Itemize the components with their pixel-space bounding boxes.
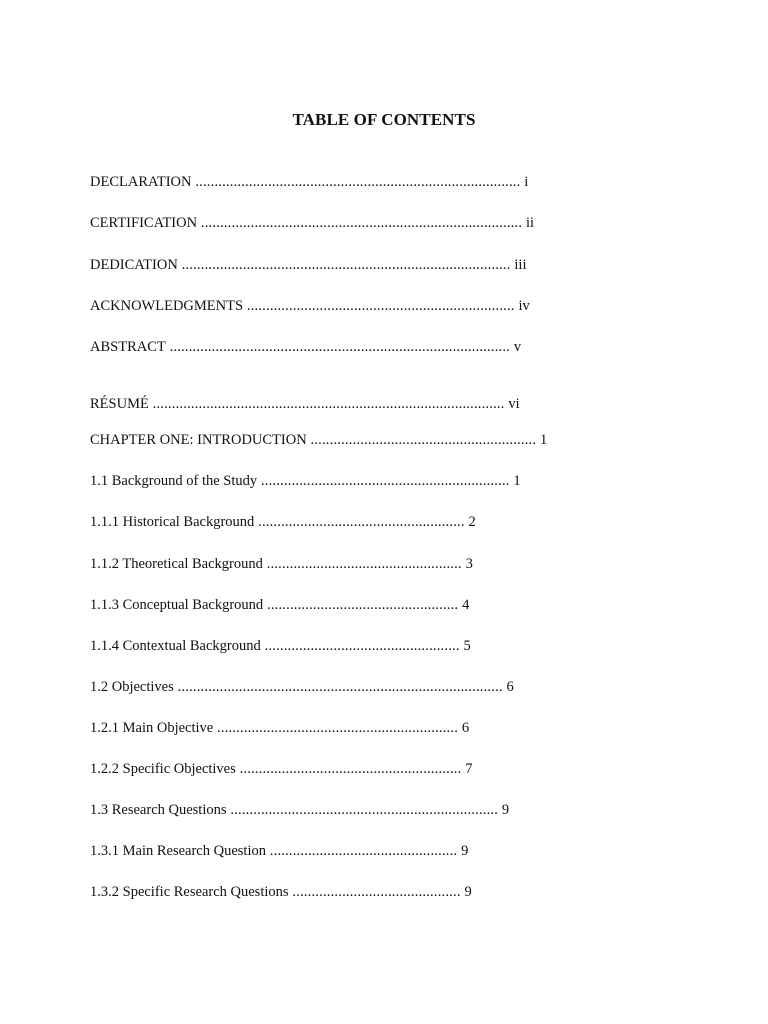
toc-entry-1-1-4[interactable] xyxy=(90,635,471,657)
toc-entry-label: 1.3.1 Main Research Question xyxy=(90,843,266,859)
toc-entry-1-1-1[interactable] xyxy=(90,511,476,533)
toc-entry-1-3-1[interactable] xyxy=(90,840,468,862)
toc-leader-dots: ...................................................................... xyxy=(243,298,519,314)
toc-entry-1-1-3[interactable] xyxy=(90,594,469,616)
toc-entry-1-2-2[interactable] xyxy=(90,758,473,780)
toc-entry-label: 1.2.2 Specific Objectives xyxy=(90,761,236,777)
toc-entry-1-3[interactable] xyxy=(90,799,509,821)
toc-page-number: 5 xyxy=(463,638,471,654)
toc-page-number: 9 xyxy=(501,802,510,818)
toc-leader-dots: ................................................................. xyxy=(257,473,514,489)
toc-entry-label: 1.1.4 Contextual Background xyxy=(90,638,261,654)
toc-entry-1-3-2[interactable] xyxy=(90,881,472,903)
toc-page-number: iv xyxy=(518,298,530,314)
toc-entry-chapter-one[interactable] xyxy=(90,429,547,451)
toc-leader-dots: ................................................... xyxy=(262,556,466,572)
toc-entry-label: DECLARATION xyxy=(90,174,192,190)
toc-leader-dots: .......................................................... xyxy=(235,761,466,777)
toc-page-number: v xyxy=(513,339,522,355)
toc-leader-dots: ............................................................................................ xyxy=(148,396,509,412)
toc-entry-declaration[interactable] xyxy=(90,171,528,193)
toc-entry-label: CERTIFICATION xyxy=(90,215,198,231)
toc-page-number: 6 xyxy=(461,720,470,736)
toc-entry-label: 1.3 Research Questions xyxy=(90,802,227,818)
toc-entry-label: 1.2.1 Main Objective xyxy=(90,720,214,736)
toc-entry-1-1[interactable] xyxy=(90,470,521,492)
toc-page-number: 2 xyxy=(468,514,476,530)
toc-entry-label: 1.1.1 Historical Background xyxy=(90,514,255,530)
toc-entry-label: 1.1.2 Theoretical Background xyxy=(90,556,263,572)
toc-entry-certification[interactable] xyxy=(90,212,534,234)
toc-leader-dots: ......................................................................................... xyxy=(165,339,514,355)
toc-entry-acknowledgments[interactable] xyxy=(90,295,530,317)
toc-entry-1-2[interactable] xyxy=(90,676,514,698)
toc-page-number: 4 xyxy=(462,597,470,613)
toc-leader-dots: ...................................................................................... xyxy=(177,257,515,273)
toc-entry-resume[interactable] xyxy=(90,393,520,415)
toc-leader-dots: ................................................... xyxy=(260,638,464,654)
toc-page-number: 1 xyxy=(513,473,521,489)
toc-page-number: i xyxy=(524,174,529,190)
toc-entry-label: CHAPTER ONE: INTRODUCTION xyxy=(90,432,307,448)
toc-entry-label: ABSTRACT xyxy=(90,339,166,355)
toc-leader-dots: ..................................................................................... xyxy=(191,174,525,190)
toc-entry-label: 1.1 Background of the Study xyxy=(90,473,258,489)
toc-page-number: vi xyxy=(508,396,520,412)
toc-leader-dots: .................................................................................... xyxy=(197,215,527,231)
page-title: TABLE OF CONTENTS xyxy=(292,110,476,129)
toc-entry-label: 1.3.2 Specific Research Questions xyxy=(90,884,289,900)
toc-entry-label: DEDICATION xyxy=(90,257,178,273)
toc-entry-1-1-2[interactable] xyxy=(90,553,473,575)
toc-leader-dots: ...................................................................... xyxy=(226,802,502,818)
toc-page-number: 7 xyxy=(465,761,473,777)
toc-leader-dots: ............................................................... xyxy=(213,720,462,736)
toc-leader-dots: ........................................................... xyxy=(306,432,541,448)
toc-leader-dots: ..................................................................................... xyxy=(173,679,507,695)
toc-entry-dedication[interactable] xyxy=(90,254,527,276)
toc-leader-dots: ................................................. xyxy=(265,843,462,859)
toc-entry-label: 1.2 Objectives xyxy=(90,679,174,695)
toc-page-number: 3 xyxy=(465,556,473,572)
toc-entry-label: RÉSUMÉ xyxy=(90,396,149,412)
toc-page-number: 1 xyxy=(540,432,548,448)
toc-page-number: iii xyxy=(514,257,527,273)
toc-page-number: 9 xyxy=(461,843,469,859)
toc-leader-dots: .................................................. xyxy=(263,597,463,613)
toc-leader-dots: ............................................ xyxy=(288,884,465,900)
toc-page-number: ii xyxy=(526,215,535,231)
toc-page-number: 6 xyxy=(506,679,514,695)
toc-entry-label: ACKNOWLEDGMENTS xyxy=(90,298,244,314)
toc-page-number: 9 xyxy=(464,884,472,900)
toc-leader-dots: ...................................................... xyxy=(254,514,469,530)
toc-entry-label: 1.1.3 Conceptual Background xyxy=(90,597,264,613)
toc-entry-abstract[interactable] xyxy=(90,336,521,358)
toc-entry-1-2-1[interactable] xyxy=(90,717,469,739)
